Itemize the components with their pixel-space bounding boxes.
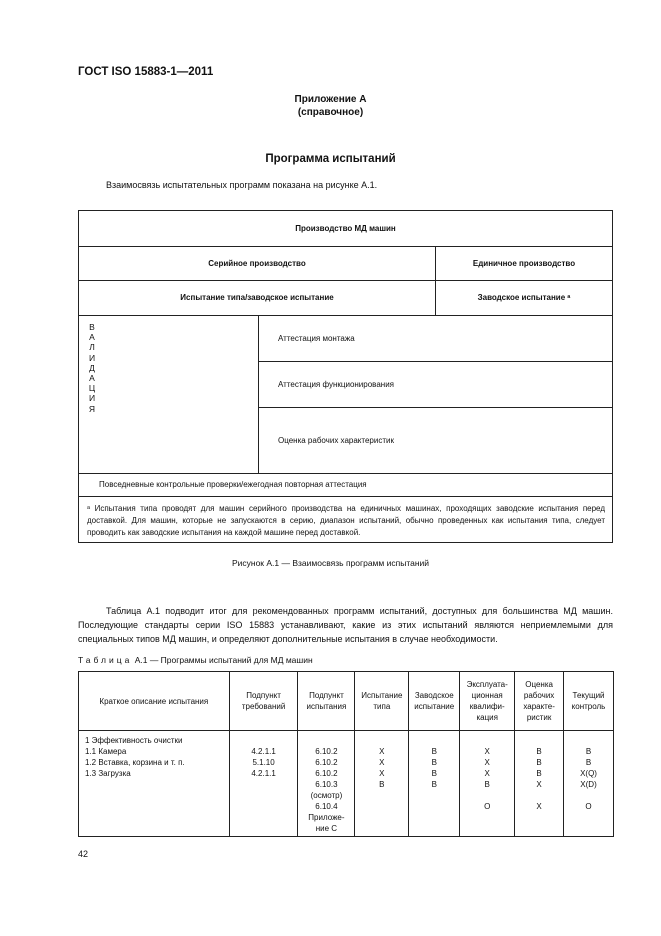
document-header: ГОСТ ISO 15883-1—2011	[78, 66, 214, 78]
diagram-factory-test: Заводское испытание ᵃ	[477, 293, 571, 302]
diagram-performance-evaluation: Оценка рабочих характеристик	[278, 435, 394, 445]
table-caption-label: Таблица	[78, 655, 133, 665]
body-paragraph-text: Таблица А.1 подводит итог для рекомендованных программ испытаний, доступных для большинства МД машин. Последующие стандарты серии ISO 15883 устанавливают, какие из этих испытаний являются неприемлемыми для специальных типов МД машин, и определяют дополнительные испытания в случае необходимости.	[78, 606, 613, 644]
validation-letter: А	[89, 332, 95, 343]
header-test-clause: Подпункт испытания	[298, 672, 355, 731]
header-factory-test: Заводское испытание	[409, 672, 460, 731]
validation-vertical-label	[86, 322, 98, 414]
header-test-description: Краткое описание испытания	[79, 672, 230, 731]
cell-performance-evaluation: B B B X X	[515, 731, 564, 837]
body-paragraph	[78, 604, 613, 646]
table-header-row	[79, 672, 614, 731]
cell-type-test: X X X B	[355, 731, 409, 837]
validation-letter: В	[89, 322, 95, 332]
diagram-type-test: Испытание типа/заводское испытание	[180, 293, 334, 302]
validation-letter: А	[89, 373, 95, 384]
cell-factory-test: B B B B	[409, 731, 460, 837]
header-requirement-clause: Подпункт требований	[229, 672, 298, 731]
diagram-footnote: ᵃ Испытания типа проводят для машин серийного производства на единичных машинах, проходящих заводские испытания перед доставкой. Для машин, которые не запускаются в серию, диапазон испытаний, обычно проведенных как испытания типа, следует проводить как заводские испытания на каждой машине перед доставкой.	[87, 504, 605, 537]
table-caption-text: А.1 — Программы испытаний для МД машин	[134, 655, 313, 665]
validation-letter: Ц	[88, 383, 96, 394]
validation-letter: Л	[89, 342, 95, 353]
appendix-subtitle: (справочное)	[297, 107, 364, 118]
appendix-title: Приложение А	[294, 94, 367, 105]
diagram-installation-qualification: Аттестация монтажа	[278, 333, 355, 343]
test-program-diagram	[78, 210, 613, 543]
intro-text: Взаимосвязь испытательных программ показана на рисунке А.1.	[106, 180, 378, 190]
validation-letter: Я	[88, 403, 96, 414]
diagram-routine-checks: Повседневные контрольные проверки/ежегодная повторная аттестация	[99, 480, 367, 489]
table-caption	[78, 655, 313, 665]
cell-requirement-clause: 4.2.1.1 5.1.10 4.2.1.1	[229, 731, 298, 837]
test-programs-table	[78, 671, 614, 837]
diagram-single-production: Единичное производство	[472, 258, 576, 268]
cell-operational-qualification: X X X B O	[460, 731, 515, 837]
header-operational-qualification: Эксплуата- ционная квалифи- кация	[460, 672, 515, 731]
header-type-test: Испытание типа	[355, 672, 409, 731]
header-performance-evaluation: Оценка рабочих характе- ристик	[515, 672, 564, 731]
validation-letter: И	[88, 352, 96, 363]
section-title: Программа испытаний	[265, 153, 396, 165]
diagram-serial-production: Серийное производство	[208, 258, 306, 268]
table-row	[79, 731, 614, 837]
validation-letter: И	[88, 393, 96, 404]
diagram-operational-qualification: Аттестация функционирования	[278, 379, 394, 389]
header-routine-control: Текущий контроль	[564, 672, 614, 731]
cell-routine-control: B B X(Q) X(D) O	[564, 731, 614, 837]
validation-letter: Д	[89, 362, 95, 373]
cell-test-clause: 6.10.2 6.10.2 6.10.2 6.10.3 (осмотр) 6.10.4 Приложе- ние С	[298, 731, 355, 837]
diagram-production: Производство МД машин	[295, 224, 396, 233]
cell-test-description: 1 Эффективность очистки 1.1 Камера 1.2 Вставка, корзина и т. п. 1.3 Загрузка	[79, 731, 230, 837]
figure-caption: Рисунок А.1 — Взаимосвязь программ испытаний	[231, 558, 430, 568]
page-number: 42	[78, 849, 89, 859]
